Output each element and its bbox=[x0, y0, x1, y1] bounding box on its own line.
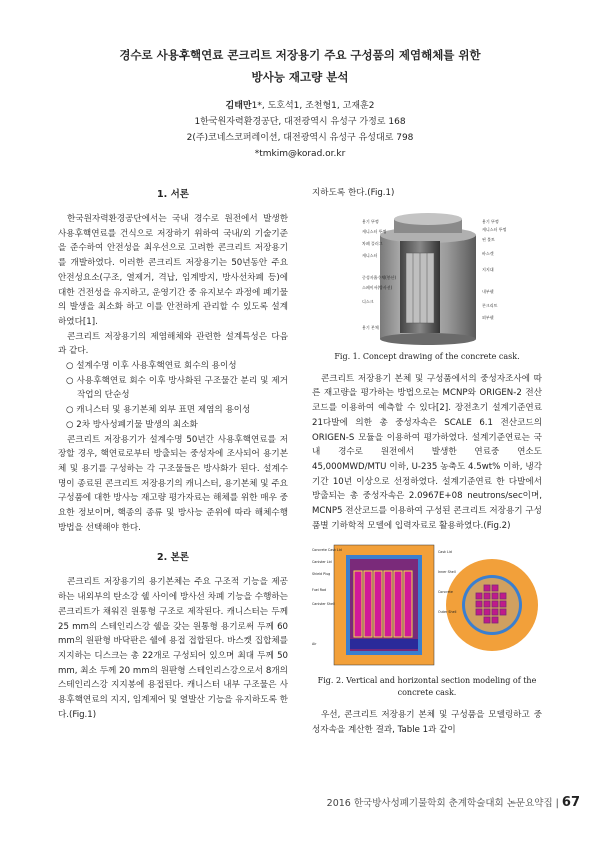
page-footer bbox=[327, 795, 580, 810]
section-2-body bbox=[58, 575, 288, 722]
fuel-cell bbox=[500, 593, 506, 599]
continued-line: 지하도록 한다.(Fig.1) bbox=[312, 188, 395, 198]
footer-proceedings-title: 2016 한국방사성폐기물학회 춘계학술대회 논문요약집 bbox=[326, 798, 553, 809]
fuel-cell bbox=[476, 601, 482, 607]
continued-text bbox=[312, 186, 542, 201]
list-item: ○ 2차 방사성폐기물 발생의 최소화 bbox=[66, 419, 198, 430]
figure-2 bbox=[312, 541, 542, 669]
fuel-cell bbox=[484, 617, 490, 623]
list-item: ○ 사용후핵연료 회수 이후 방사화된 구조물간 분리 및 제거작업의 단순성 bbox=[66, 375, 288, 401]
fig2-label: Fuel Rod bbox=[312, 588, 327, 593]
body-paragraph-1: 콘크리트 저장용기의 용기본체는 주요 구조적 기능을 제공하는 내외부의 탄소강 쉘 사이에 방사선 차폐 기능을 수행하는 콘크리트가 채워진 원통형 구조로 제작된다. 캐니스터는 두께 25 mm의 스테인리스강 쉘을 갖는 원통형 용기로써 두께 60 mm의 원판형 바닥판은 쉘에 용접 접합된다. 바스켓 집합체를 지지하는 디스크는 총 22개로 구성되어 있으며 최대 두께 50 mm, 최소 두께 20 mm의 원판형 스테인리스강으로서 8개의 스테인리스강 지지봉에 용접된다. 캐니스터 내부 구조물은 사용후핵연료의 지지, 임계제어 및 열발산 기능을 유지하도록 한다.(Fig.1) bbox=[58, 577, 288, 720]
author-block bbox=[0, 98, 600, 162]
section-2-heading: 2. 본론 bbox=[157, 552, 189, 564]
fuel-cell bbox=[484, 593, 490, 599]
fig2-label: Canister Shell bbox=[312, 602, 335, 607]
fig1-label: 콘크리트 bbox=[482, 302, 498, 308]
fig1-label: 핀 볼트 bbox=[482, 236, 495, 242]
fig2-label: Cask Lid bbox=[438, 550, 452, 555]
fuel-rod bbox=[354, 571, 362, 637]
intro-paragraph-1: 한국원자력환경공단에서는 국내 경수로 원전에서 발생한 사용후핵연료를 건식으로 저장하기 위하여 국내/외 기술기준을 준수하여 안전성을 최우선으로 고려한 콘크리트 저장용기를 개발하였다. 이러한 콘크리트 저장용기는 50년동안 주요 안전성요소(구조, 열제거, 격납, 임계방지, 방사선차폐 등)에 대한 건전성을 유지하고, 운영기간 중 유지보수 과정에 폐기물의 발생을 최소화 하고 이를 안전하게 관리할 수 있도록 설계하였다[1]. bbox=[58, 214, 288, 327]
fig2-label: Shield Plug bbox=[312, 572, 331, 577]
fuel-rod bbox=[364, 571, 372, 637]
fig1-label: 스페이서(방사선) bbox=[362, 284, 393, 290]
fuel-cell bbox=[492, 617, 498, 623]
fig1-label: 캐니스터 뚜껑 bbox=[482, 226, 507, 232]
fig1-label: 디스크 bbox=[362, 298, 374, 304]
fig1-label: 내부쉘 bbox=[482, 288, 494, 294]
fig1-label: 캐니스터 뚜껑 bbox=[362, 228, 387, 234]
fuel-cell bbox=[492, 601, 498, 607]
co-authors: 1*, 도호석1, 조천형1, 고재훈2 bbox=[251, 101, 375, 111]
fuel-cell bbox=[492, 609, 498, 615]
fig1-label: 차폐 플러그 bbox=[362, 240, 383, 246]
fuel-cell bbox=[484, 601, 490, 607]
figure-2-caption-line-1: Fig. 2. Vertical and horizontal section modeling of the bbox=[317, 676, 537, 686]
design-feature-list bbox=[58, 359, 288, 433]
right-column bbox=[312, 186, 542, 738]
fuel-rod bbox=[374, 571, 382, 637]
fig1-label: 중성자흡수체(붕산) bbox=[362, 274, 397, 280]
section-1-body bbox=[58, 212, 288, 535]
paper-title bbox=[0, 44, 600, 88]
fig1-label: 용기 본체 bbox=[362, 324, 379, 330]
footer-separator: | bbox=[555, 798, 562, 809]
fuel-cell bbox=[484, 585, 490, 591]
fig1-label: 외부쉘 bbox=[482, 314, 494, 320]
list-item: ○ 설계수명 이후 사용후핵연료 회수의 용이성 bbox=[66, 361, 237, 372]
left-column bbox=[58, 186, 288, 723]
fig2-label: Outer Shell bbox=[438, 610, 457, 615]
fuel-cell bbox=[500, 609, 506, 615]
fig2-label: Concrete Cask Lid bbox=[312, 548, 342, 553]
fig1-label: 용기 뚜껑 bbox=[362, 218, 379, 224]
fuel-cell bbox=[476, 593, 482, 599]
fig1-label: 지지대 bbox=[482, 266, 494, 272]
lead-author: 김태만 bbox=[225, 101, 252, 111]
affiliation-1: 1한국원자력환경공단, 대전광역시 유성구 가정로 168 bbox=[194, 117, 406, 127]
figure-2-caption bbox=[312, 675, 542, 699]
figure-2-caption-line-2: concrete cask. bbox=[397, 688, 457, 698]
fig2-label: Concrete bbox=[438, 590, 453, 595]
contact-email: *tmkim@korad.or.kr bbox=[254, 149, 346, 159]
title-line-1: 경수로 사용후핵연료 콘크리트 저장용기 주요 구성품의 제염해체를 위한 bbox=[119, 48, 481, 62]
section-1-heading: 1. 서론 bbox=[157, 189, 189, 200]
intro-paragraph-3: 콘크리트 저장용기가 설계수명 50년간 사용후핵연료를 저장할 경우, 핵연료로부터 방출되는 중성자에 조사되어 용기본체 및 용기를 구성하는 각 구조물들은 방사화가 된다. 설계수명이 종료된 콘크리트 저장용기의 캐니스터, 용기본체 및 주요 구성품에 대한 방사능 재고량 평가자료는 해체를 위한 매우 중요한 정보이며, 핵종의 종류 및 방사능 준위에 따라 해체수행 방법을 선택해야 한다. bbox=[58, 434, 288, 533]
fig1-label: 캐니스터 bbox=[362, 252, 378, 258]
fuel-cell bbox=[492, 593, 498, 599]
list-item: ○ 캐니스터 및 용기본체 외부 표면 제염의 용이성 bbox=[66, 405, 251, 416]
section-model-drawing bbox=[312, 541, 542, 669]
right-body-1 bbox=[312, 372, 542, 534]
concrete-cask-drawing bbox=[312, 207, 542, 347]
body-paragraph-3: 우선, 콘크리트 저장용기 본체 및 구성품을 모델링하고 중성자속을 계산한 결과, Table 1과 같이 bbox=[312, 710, 542, 736]
affiliation-2: 2(주)코네스코퍼레이션, 대전광역시 유성구 유성대로 798 bbox=[186, 133, 414, 143]
fig2-label: Canister Lid bbox=[312, 560, 332, 565]
fuel-rod bbox=[394, 571, 402, 637]
author-names bbox=[0, 98, 600, 114]
lid-top bbox=[394, 213, 462, 225]
figure-1 bbox=[312, 207, 542, 347]
cask-bottom bbox=[380, 333, 476, 345]
fuel-rod bbox=[384, 571, 392, 637]
fuel-cell bbox=[500, 601, 506, 607]
fig1-label: 바스켓 bbox=[482, 250, 494, 256]
fuel-cell bbox=[492, 585, 498, 591]
fuel-rod bbox=[404, 571, 412, 637]
intro-paragraph-2: 콘크리트 저장용기의 제염해체와 관련한 설계특성은 다음과 같다. bbox=[58, 331, 288, 357]
right-body-2 bbox=[312, 708, 542, 737]
fig1-label: 용기 뚜껑 bbox=[482, 218, 499, 224]
air-gap bbox=[350, 639, 418, 649]
fig2-label: Air bbox=[312, 642, 317, 647]
figure-1-caption: Fig. 1. Concept drawing of the concrete cask. bbox=[334, 351, 520, 361]
page-number: 67 bbox=[561, 795, 580, 810]
fig2-label: Inner Shell bbox=[438, 570, 456, 575]
fuel-cell bbox=[484, 609, 490, 615]
body-paragraph-2: 콘크리트 저장용기 본체 및 구성품에서의 중성자조사에 따른 재고량을 평가하는 방법으로는 MCNP와 ORIGEN-2 전산코드를 이용하여 예측할 수 있다[2]. 장전초기 설계기준연료 21다발에 의한 총 중성자속은 SCALE 6.1 전산코드의 ORIGEN-S 모듈을 이용하여 평가하였다. 설계기준연료는 국내 경수로 원전에서 발생한 연료중 연소도 45,000MWD/MTU 이하, U-235 농축도 4.5wt% 이하, 냉각기간 10년 이상으로 선정하였다. 설계기준연료 한 다발에서 방출되는 총 중성자속은 2.0967E+08 neutrons/sec이며, MCNP5 전산코드를 이용하여 구성된 콘크리트 저장용기 구성품별 기하학적 모델에 입력자료로 활용하였다.(Fig.2) bbox=[312, 373, 542, 531]
fuel-cell bbox=[476, 609, 482, 615]
title-line-2: 방사능 재고량 분석 bbox=[251, 70, 349, 84]
